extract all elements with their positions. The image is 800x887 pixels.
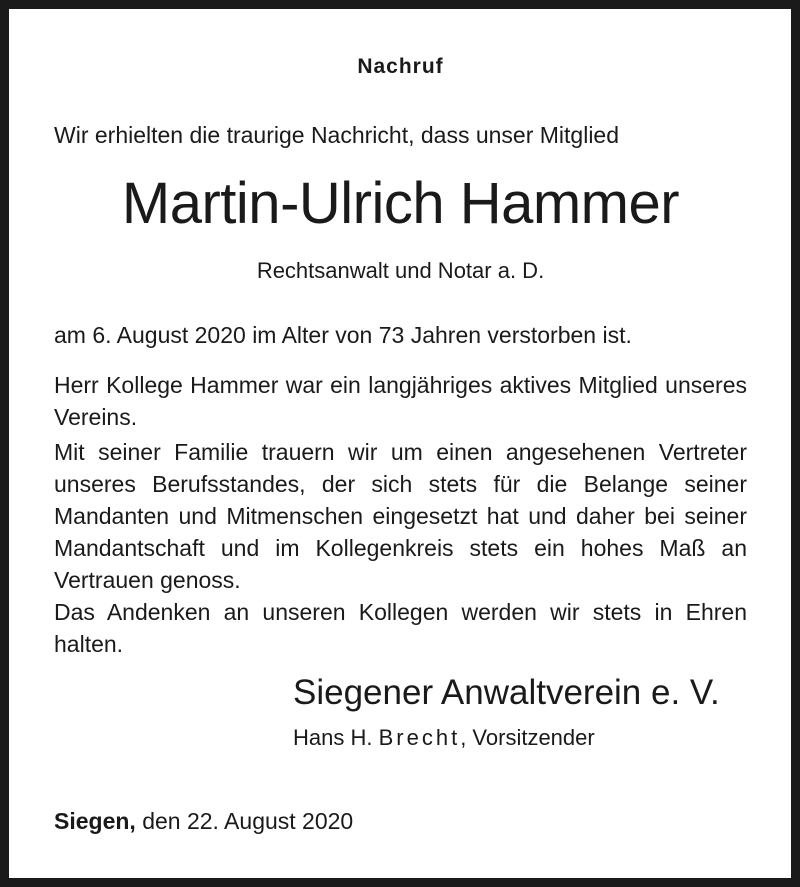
death-statement: am 6. August 2020 im Alter von 73 Jahren verstorben ist. xyxy=(54,322,632,348)
deceased-title: Rechtsanwalt und Notar a. D. xyxy=(256,258,545,283)
signer-last-name: Brecht xyxy=(378,725,461,750)
signer xyxy=(293,725,595,751)
intro-text: Wir erhielten die traurige Nachricht, dass unser Mitglied xyxy=(54,122,620,148)
paragraph-membership: Herr Kollege Hammer war ein langjähriges aktives Mitglied unseres Vereins. xyxy=(54,372,747,430)
paragraph-mourning: Mit seiner Familie trauern wir um einen angesehenen Vertreter unseres Berufsstandes, der sich stets für die Belange seiner Mandanten und Mitmenschen eingesetzt hat und daher bei seiner Mandantschaft und im Kollegenkreis stets ein hohes Maß an Vertrauen genoss. xyxy=(54,439,747,593)
paragraph-remembrance: Das Andenken an unseren Kollegen werden wir stets in Ehren halten. xyxy=(54,599,747,657)
organization-name: Siegener Anwaltverein e. V. xyxy=(293,673,720,712)
deceased-name: Martin-Ulrich Hammer xyxy=(121,171,680,236)
place-date xyxy=(54,808,353,835)
place-name: Siegen, xyxy=(54,808,136,834)
notice-date: den 22. August 2020 xyxy=(135,808,354,834)
signer-role: , Vorsitzender xyxy=(460,725,595,750)
signer-first-name: Hans H. xyxy=(293,725,373,750)
notice-heading: Nachruf xyxy=(357,55,444,78)
